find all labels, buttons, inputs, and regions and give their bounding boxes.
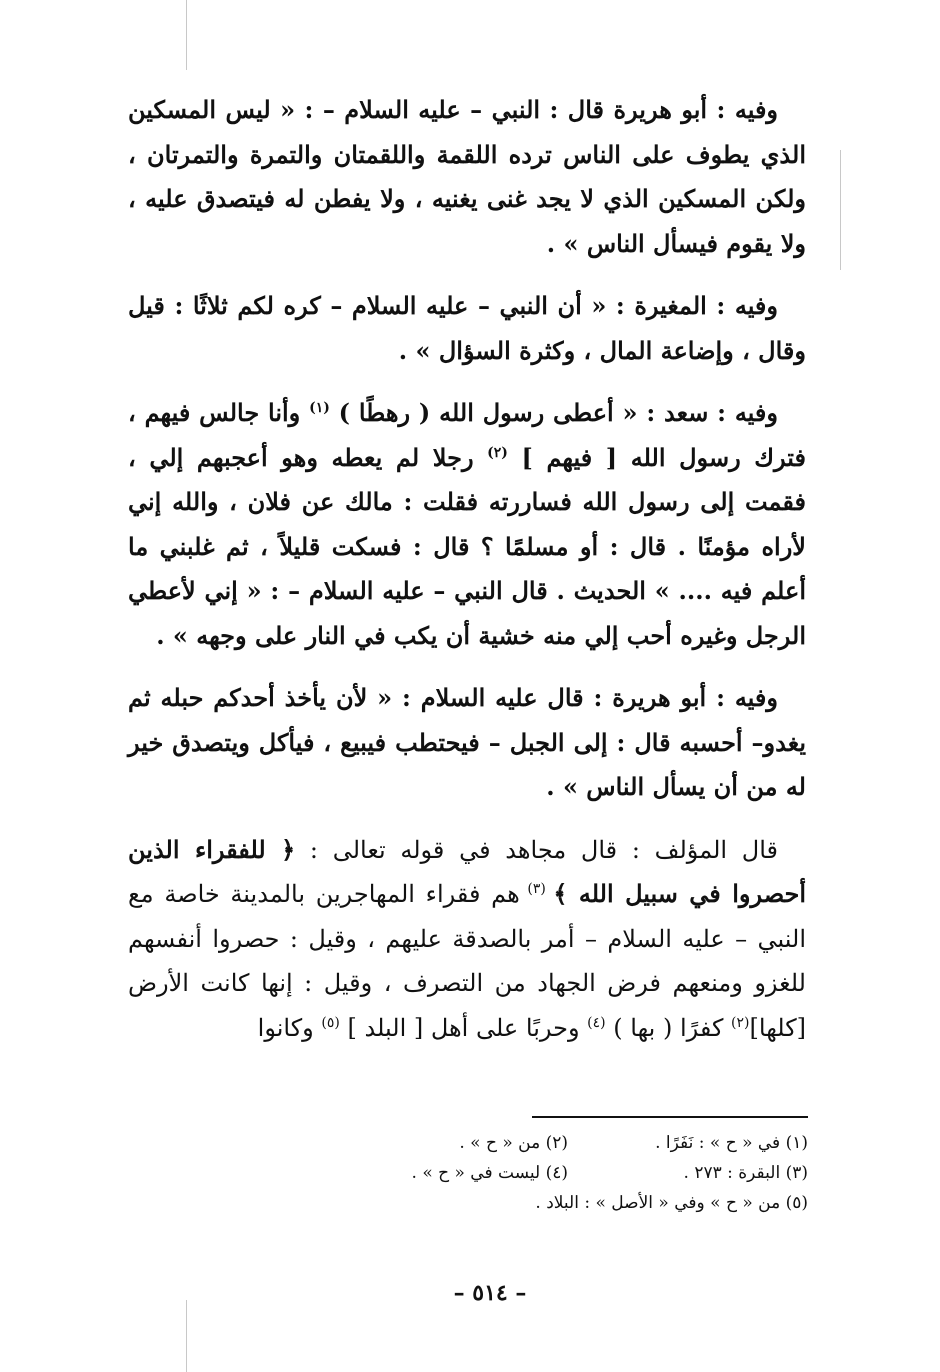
footnote-ref: (٤) (587, 1014, 606, 1031)
page-number: – ٥١٤ – (453, 1280, 527, 1306)
scan-artifact-line (186, 0, 187, 70)
paragraph-text: وفيه : سعد : « أعطى رسول الله ( رهطًا ) (329, 398, 778, 427)
footnote-5: (٥) من « ح » وفي « الأصل » : البلاد . (535, 1193, 808, 1213)
quran-quote: ﴿ للفقراء الذين أحصروا في سبيل الله ﴾ (128, 834, 807, 908)
paragraph-text: قال المؤلف : قال مجاهد في قوله تعالى : (295, 835, 779, 864)
paragraph-text: وحربًا على أهل [ البلد ] (339, 1013, 588, 1042)
paragraph-text: كفرًا ( بها ) (605, 1013, 732, 1042)
paragraph-text: هم فقراء المهاجرين بالمدينة خاصة مع النبي – عليه السلام – أمر بالصدقة عليهم ، وقيل : حصروا أنفسهم للغزو ومنعهم فرض الجهاد من التصرف ، وقيل : إنها كانت الأرض [كلها] (128, 880, 806, 1042)
footnote-separator (532, 1116, 808, 1118)
footnote-ref: (١) (309, 400, 330, 416)
footnote-4: (٤) ليست في « ح » . (411, 1163, 568, 1183)
footnotes (300, 1128, 808, 1218)
footnote-1: (١) في « ح » : نَفَرًا . (655, 1133, 808, 1153)
footnote-row (300, 1128, 808, 1158)
paragraph-text: رجلا لم يعطه وهو أعجبهم إلي ، فقمت إلى رسول الله فساررته فقلت : مالك عن فلان ، والله إني لأراه مؤمنًا . قال : أو مسلمًا ؟ قال : فسكت قليلاً ، ثم غلبني ما أعلم فيه .... » الحديث . قال النبي – عليه السلام – : « إني لأعطي الرجل وغيره أحب إلي منه خشية أن يكب في النار على وجهه » . (128, 442, 806, 650)
footnote-2: (٢) من « ح » . (459, 1133, 568, 1153)
paragraph-abu-hurayra-miskin (128, 88, 806, 266)
paragraph-text: وكانوا (257, 1013, 322, 1042)
paragraph-text: وفيه : المغيرة : « أن النبي – عليه السلام – كره لكم ثلاثًا : قيل وقال ، وإضاعة المال ، وكثرة السؤال » . (128, 291, 806, 365)
paragraph-text: وفيه : أبو هريرة قال : النبي – عليه السلام – : « ليس المسكين الذي يطوف على الناس ترده اللقمة واللقمتان والتمرة والتمرتان ، ولكن المسكين الذي لا يجد غنى يغنيه ، ولا يفطن له فيتصدق عليه ، ولا يقوم فيسأل الناس » . (128, 95, 806, 258)
footnote-row (300, 1158, 808, 1188)
paragraph-text: وأنا جالس فيهم ، فترك رسول الله [ فيهم ] (128, 398, 806, 472)
scan-artifact-line (186, 1300, 187, 1372)
footnote-3: (٣) البقرة : ٢٧٣ . (683, 1163, 808, 1183)
main-text (128, 88, 806, 1068)
paragraph-text: وفيه : أبو هريرة : قال عليه السلام : « لأن يأخذ أحدكم حبله ثم يغدو– أحسبه قال : إلى الجبل – فيحتطب فيبيع ، فيأكل ويتصدق خير له من أن يسأل الناس » . (128, 683, 806, 801)
scan-artifact-line (840, 150, 841, 270)
footnote-ref: (٣) (519, 881, 554, 897)
footnote-ref: (٢) (487, 444, 508, 461)
paragraph-author-commentary (128, 828, 806, 1051)
footnote-ref: (٢) (731, 1014, 750, 1031)
footnote-ref: (٥) (321, 1014, 340, 1031)
paragraph-saad (128, 391, 806, 658)
paragraph-abu-hurayra-habl (128, 676, 806, 810)
paragraph-mughira (128, 284, 806, 373)
